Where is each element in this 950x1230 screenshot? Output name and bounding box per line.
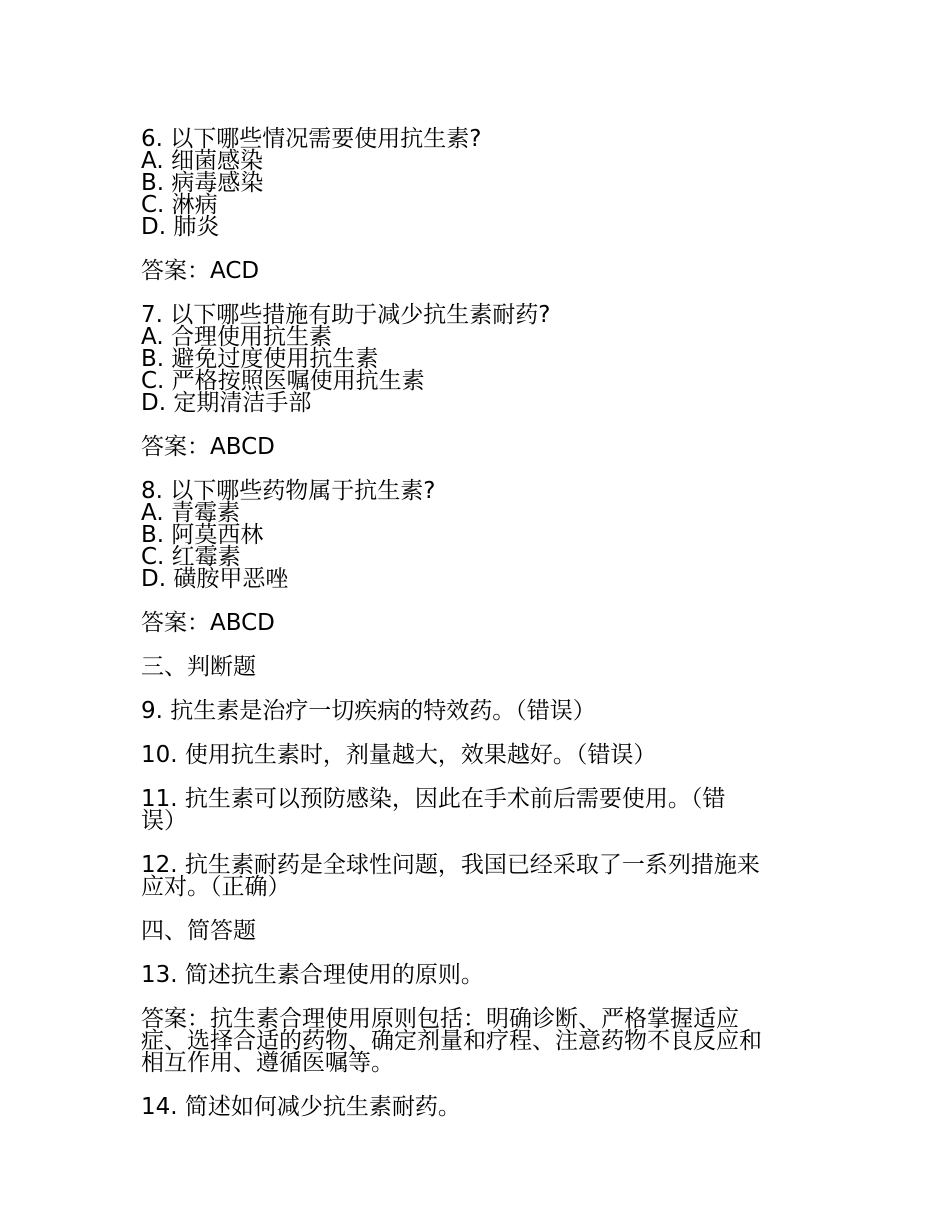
question-6 bbox=[141, 128, 821, 238]
answer-8: 答案：ABCD bbox=[141, 610, 275, 636]
answer-13 bbox=[141, 1008, 821, 1074]
tf-line: 9. 抗生素是治疗一切疾病的特效药。（错误） bbox=[141, 698, 596, 724]
option-d: D. 磺胺甲恶唑 bbox=[141, 566, 289, 592]
option-d: D. 肺炎 bbox=[141, 214, 220, 240]
tf-line: 11. 抗生素可以预防感染，因此在手术前后需要使用。（错 bbox=[141, 786, 726, 812]
option-b: B. 避免过度使用抗生素 bbox=[141, 346, 379, 372]
option-c: C. 红霉素 bbox=[141, 544, 241, 570]
document-page bbox=[141, 128, 821, 1118]
tf-line: 误） bbox=[141, 808, 187, 834]
option-c: C. 淋病 bbox=[141, 192, 218, 218]
question-13: 13. 简述抗生素合理使用的原则。 bbox=[141, 962, 484, 988]
option-d: D. 定期清洁手部 bbox=[141, 390, 312, 416]
tf-item-11 bbox=[141, 788, 821, 832]
option-c: C. 严格按照医嘱使用抗生素 bbox=[141, 368, 425, 394]
answer-7: 答案：ABCD bbox=[141, 434, 275, 460]
option-a: A. 细菌感染 bbox=[141, 148, 263, 174]
question-7 bbox=[141, 304, 821, 414]
question-14: 14. 简述如何减少抗生素耐药。 bbox=[141, 1094, 461, 1120]
answer-line: 症、选择合适的药物、确定剂量和疗程、注意药物不良反应和 bbox=[141, 1028, 762, 1054]
tf-item-12 bbox=[141, 854, 821, 898]
answer-line: 答案：抗生素合理使用原则包括：明确诊断、严格掌握适应 bbox=[141, 1006, 739, 1032]
question-text: 7. 以下哪些措施有助于减少抗生素耐药? bbox=[141, 302, 551, 328]
answer-6: 答案：ACD bbox=[141, 258, 260, 284]
option-a: A. 青霉素 bbox=[141, 500, 240, 526]
tf-item-10 bbox=[141, 744, 821, 766]
tf-line: 应对。（正确） bbox=[141, 874, 291, 900]
answer-line: 相互作用、遵循医嘱等。 bbox=[141, 1050, 394, 1076]
tf-line: 10. 使用抗生素时，剂量越大，效果越好。（错误） bbox=[141, 742, 657, 768]
section-title-short-answer: 四、简答题 bbox=[141, 918, 256, 944]
question-8 bbox=[141, 480, 821, 590]
section-title-true-false: 三、判断题 bbox=[141, 654, 256, 680]
option-b: B. 病毒感染 bbox=[141, 170, 264, 196]
option-a: A. 合理使用抗生素 bbox=[141, 324, 332, 350]
question-text: 8. 以下哪些药物属于抗生素? bbox=[141, 478, 436, 504]
tf-item-9 bbox=[141, 700, 821, 722]
option-b: B. 阿莫西林 bbox=[141, 522, 264, 548]
tf-line: 12. 抗生素耐药是全球性问题，我国已经采取了一系列措施来 bbox=[141, 852, 760, 878]
question-text: 6. 以下哪些情况需要使用抗生素? bbox=[141, 126, 482, 152]
